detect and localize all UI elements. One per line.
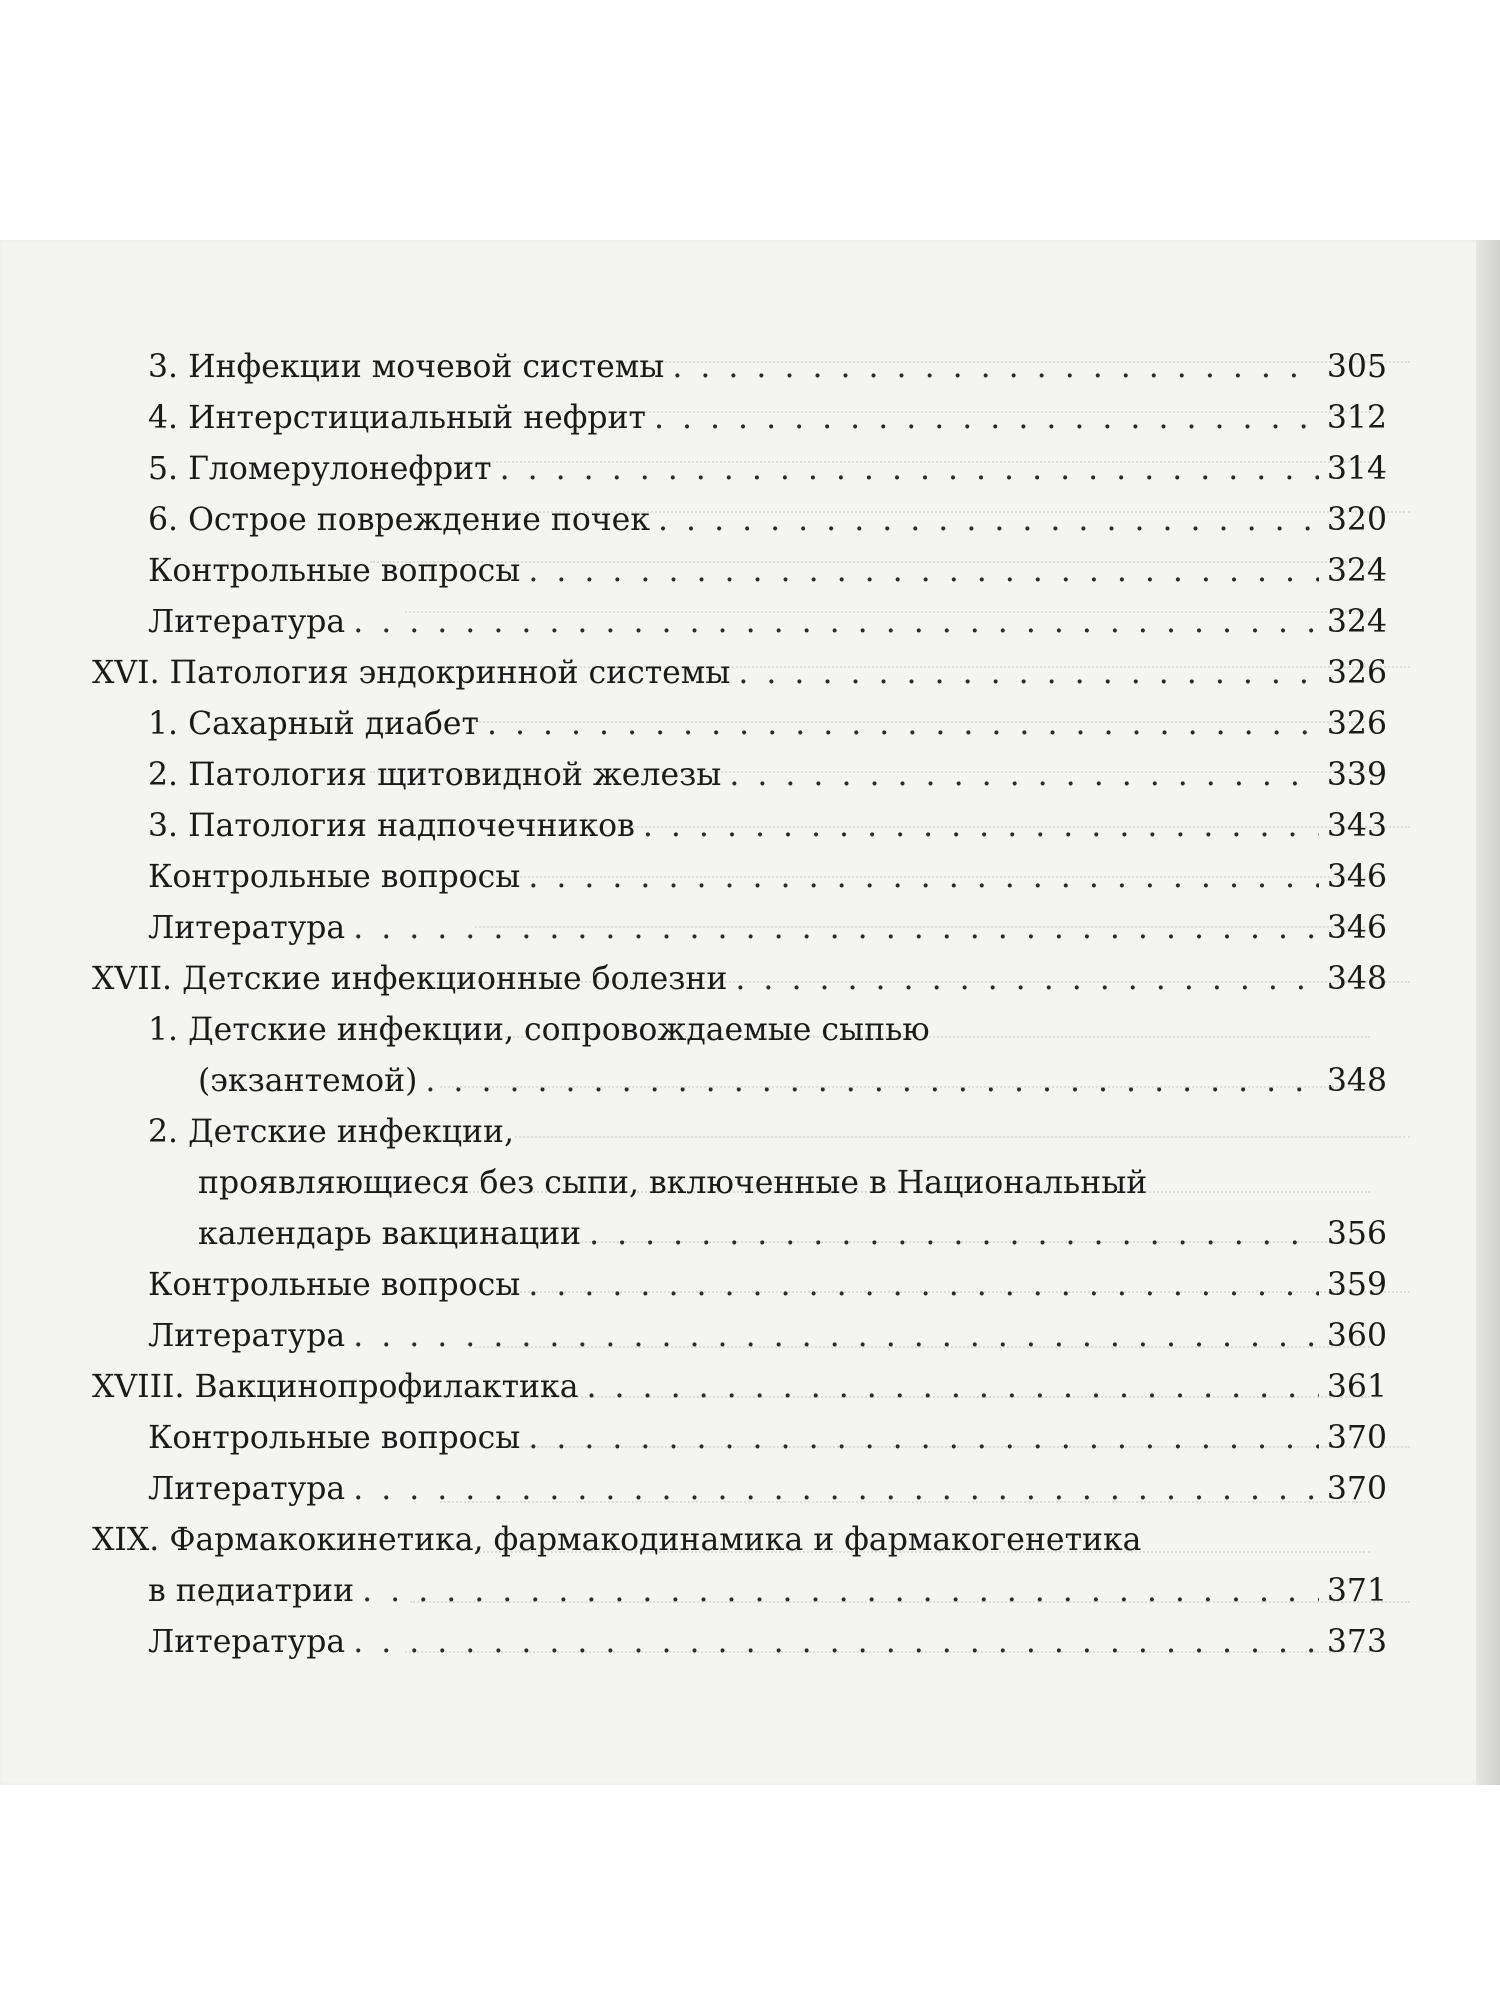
toc-entry	[92, 1000, 1387, 1051]
toc-entry-page-number: 346	[1326, 910, 1387, 946]
dot-leader	[643, 805, 1319, 847]
toc-entry-title: XVI. Патология эндокринной системы	[92, 655, 731, 691]
dot-leader	[729, 754, 1319, 796]
toc-entry-page-number: 320	[1326, 502, 1387, 538]
dot-leader	[353, 601, 1319, 643]
toc-entry	[92, 1459, 1387, 1510]
toc-entry-title: 1. Детские инфекции, сопровождаемые сыпью	[148, 1012, 930, 1048]
toc-entry-page-number: 373	[1326, 1624, 1387, 1660]
toc-entry-title: проявляющиеся без сыпи, включенные в Национальный	[198, 1165, 1148, 1201]
toc-entry-title: Контрольные вопросы	[148, 1267, 521, 1303]
toc-entry-title: 5. Гломерулонефрит	[148, 451, 492, 487]
toc-entry-page-number: 371	[1326, 1573, 1387, 1609]
toc-entry-title: Литература	[148, 1624, 346, 1660]
toc-entry-page-number: 324	[1326, 553, 1387, 589]
toc-entry-title: Литература	[148, 910, 346, 946]
toc-entry-page-number: 339	[1326, 757, 1387, 793]
toc-entry-page-number: 326	[1326, 655, 1387, 691]
toc-entry-title: Литература	[148, 1318, 346, 1354]
dot-leader	[353, 1468, 1319, 1510]
toc-entry-page-number: 324	[1326, 604, 1387, 640]
toc-entry-page-number: 359	[1326, 1267, 1387, 1303]
toc-entry	[92, 1306, 1387, 1357]
dot-leader	[425, 1060, 1318, 1102]
toc-entry	[92, 949, 1387, 1000]
toc-entry-title: календарь вакцинации	[198, 1216, 582, 1252]
toc-entry	[92, 1612, 1387, 1663]
toc-entry	[92, 1051, 1387, 1102]
toc-entry-title: 2. Детские инфекции,	[148, 1114, 514, 1150]
toc-entry	[92, 847, 1387, 898]
dot-leader	[658, 499, 1319, 541]
toc-entry-page-number: 346	[1326, 859, 1387, 895]
toc-entry-title: 3. Инфекции мочевой системы	[148, 349, 665, 385]
dot-leader	[353, 1621, 1319, 1663]
toc-entry-page-number: 326	[1326, 706, 1387, 742]
toc-entry-page-number: 360	[1326, 1318, 1387, 1354]
dot-leader	[735, 958, 1318, 1000]
toc-entry	[92, 1357, 1387, 1408]
toc-entry-title: XIX. Фармакокинетика, фармакодинамика и фармакогенетика	[92, 1522, 1142, 1558]
toc-entry	[92, 337, 1387, 388]
toc-entry-title: Контрольные вопросы	[148, 1420, 521, 1456]
dot-leader	[353, 907, 1319, 949]
toc-entry	[92, 745, 1387, 796]
dot-leader	[528, 1417, 1319, 1459]
page-edge-shadow	[1476, 240, 1500, 1785]
toc-entry-page-number: 305	[1326, 349, 1387, 385]
toc-entry	[92, 796, 1387, 847]
toc-entry-title: 2. Патология щитовидной железы	[148, 757, 722, 793]
toc-entry	[92, 541, 1387, 592]
toc-entry-page-number: 370	[1326, 1471, 1387, 1507]
toc-entry	[92, 592, 1387, 643]
toc-entry-title: в педиатрии	[148, 1573, 355, 1609]
toc-entry-title: 3. Патология надпочечников	[148, 808, 635, 844]
table-of-contents	[92, 337, 1387, 1663]
toc-entry	[92, 898, 1387, 949]
toc-entry-title: Контрольные вопросы	[148, 859, 521, 895]
toc-entry	[92, 1408, 1387, 1459]
toc-entry	[92, 1510, 1387, 1561]
dot-leader	[672, 346, 1319, 388]
toc-entry-title: 4. Интерстициальный нефрит	[148, 400, 646, 436]
toc-entry-title: Литература	[148, 604, 346, 640]
dot-leader	[528, 1264, 1319, 1306]
toc-entry	[92, 1255, 1387, 1306]
toc-entry-title: XVIII. Вакцинопрофилактика	[92, 1369, 579, 1405]
toc-entry	[92, 1561, 1387, 1612]
toc-entry	[92, 643, 1387, 694]
toc-entry-title: 6. Острое повреждение почек	[148, 502, 651, 538]
toc-entry	[92, 490, 1387, 541]
toc-entry	[92, 439, 1387, 490]
toc-entry	[92, 1102, 1387, 1153]
dot-leader	[528, 550, 1319, 592]
toc-entry-title: 1. Сахарный диабет	[148, 706, 479, 742]
toc-entry	[92, 1204, 1387, 1255]
dot-leader	[654, 397, 1319, 439]
toc-entry-page-number: 348	[1326, 961, 1387, 997]
toc-entry-page-number: 314	[1326, 451, 1387, 487]
dot-leader	[587, 1366, 1319, 1408]
toc-entry-page-number: 361	[1326, 1369, 1387, 1405]
toc-entry-title: Контрольные вопросы	[148, 553, 521, 589]
toc-entry-page-number: 312	[1326, 400, 1387, 436]
dot-leader	[500, 448, 1319, 490]
toc-entry	[92, 1153, 1387, 1204]
toc-entry-title: XVII. Детские инфекционные болезни	[92, 961, 728, 997]
dot-leader	[353, 1315, 1319, 1357]
toc-entry-page-number: 348	[1326, 1063, 1387, 1099]
dot-leader	[487, 703, 1319, 745]
dot-leader	[528, 856, 1319, 898]
toc-entry-title: Литература	[148, 1471, 346, 1507]
toc-entry-page-number: 370	[1326, 1420, 1387, 1456]
dot-leader	[362, 1570, 1319, 1612]
toc-entry	[92, 694, 1387, 745]
dot-leader	[738, 652, 1319, 694]
dot-leader	[589, 1213, 1319, 1255]
toc-entry-page-number: 356	[1326, 1216, 1387, 1252]
toc-entry	[92, 388, 1387, 439]
toc-entry-page-number: 343	[1326, 808, 1387, 844]
toc-entry-title: (экзантемой)	[198, 1063, 418, 1099]
